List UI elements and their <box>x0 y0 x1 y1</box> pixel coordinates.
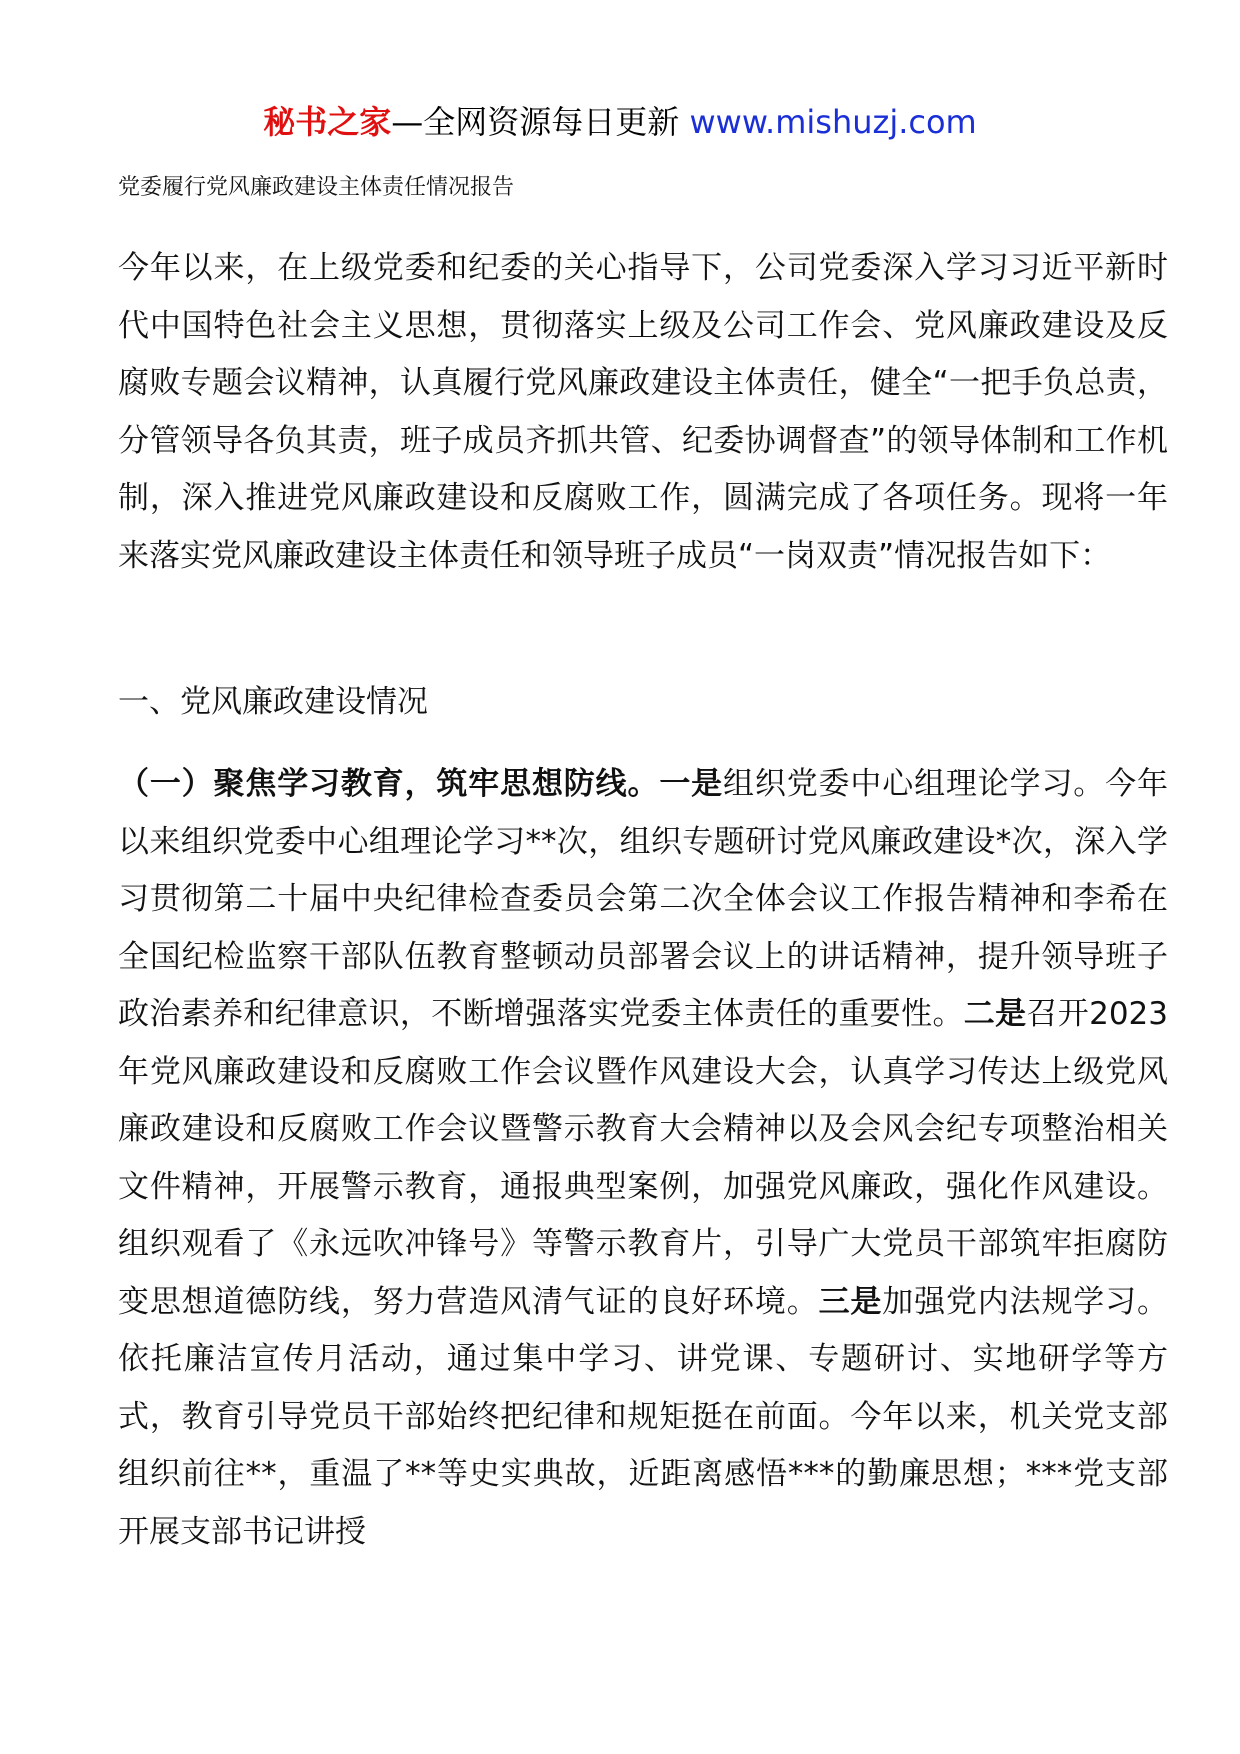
document-title: 党委履行党风廉政建设主体责任情况报告 <box>118 175 515 200</box>
point-3-label: 三是 <box>818 1283 883 1320</box>
section-heading: 一、党风廉政建设情况 <box>118 684 428 720</box>
brand-name: 秘书之家 <box>263 103 392 141</box>
point-1-label: 一是 <box>659 766 724 802</box>
subsection-1 <box>118 756 1168 1561</box>
intro-paragraph: 今年以来，在上级党委和纪委的关心指导下，公司党委深入学习习近平新时代中国特色社会主义思想，贯彻落实上级及公司工作会、党风廉政建设及反腐败专题会议精神，认真履行党风廉政建设主体责任，健全“一把手负总责，分管领导各负其责，班子成员齐抓共管、纪委协调督查”的领导体制和工作机制，深入推进党风廉政建设和反腐败工作，圆满完成了各项任务。现将一年来落实党风廉政建设主体责任和领导班子成员“一岗双责”情况报告如下： <box>118 250 1168 574</box>
point-1-text: 组织党委中心组理论学习。今年以来组织党委中心组理论学习**次，组织专题研讨党风廉政建设*次，深入学习贯彻第二十届中央纪律检查委员会第二次全体会议工作报告精神和李希在全国纪检监察干部队伍教育整顿动员部署会议上的讲话精神，提升领导班子政治素养和纪律意识，不断增强落实党委主体责任的重要性。 <box>118 766 1168 1032</box>
header-slogan: —全网资源每日更新 <box>391 103 680 141</box>
site-header <box>0 98 1240 146</box>
point-2-text: 召开2023年党风廉政建设和反腐败工作会议暨作风建设大会，认真学习传达上级党风廉政建设和反腐败工作会议暨警示教育大会精神以及会风会纪专项整治相关文件精神，开展警示教育，通报典型案例，加强党风廉政，强化作风建设。组织观看了《永远吹冲锋号》等警示教育片，引导广大党员干部筑牢拒腐防变思想道德防线，努力营造风清气证的良好环境。 <box>118 996 1168 1320</box>
subsection-heading: （一）聚焦学习教育，筑牢思想防线。 <box>118 766 660 802</box>
point-3-text: 加强党内法规学习。依托廉洁宣传月活动，通过集中学习、讲党课、专题研讨、实地研学等方式，教育引导党员干部始终把纪律和规矩挺在前面。今年以来，机关党支部组织前往**，重温了**等史实典故，近距离感悟***的勤廉思想；***党支部开展支部书记讲授 <box>118 1283 1168 1550</box>
site-url-link[interactable]: www.mishuzj.com <box>689 103 977 141</box>
intro-section <box>118 240 1168 585</box>
point-2-label: 二是 <box>963 996 1027 1032</box>
subsection-1-paragraph <box>118 756 1168 1561</box>
